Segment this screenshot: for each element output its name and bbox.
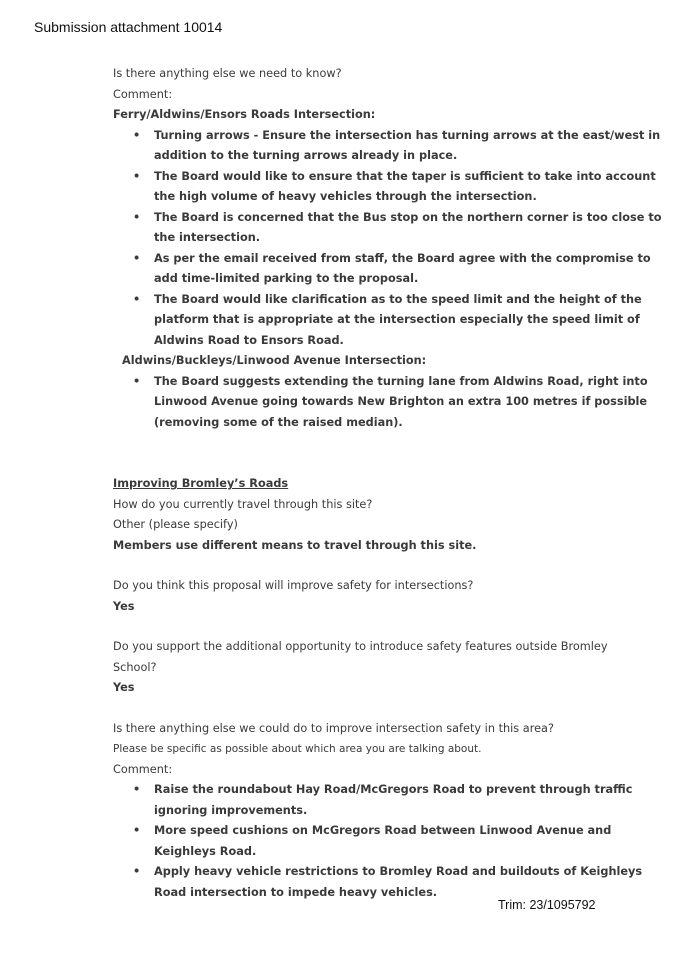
bullet-icon: • bbox=[133, 292, 141, 306]
list-item bbox=[113, 126, 661, 167]
list-item-line: Raise the roundabout Hay Road/McGregors Road to prevent through traffic bbox=[154, 783, 633, 796]
list-item-line: the intersection. bbox=[154, 231, 261, 244]
list-item-line: The Board would like clarification as to the speed limit and the height of the bbox=[154, 292, 642, 306]
bullet-icon: • bbox=[133, 824, 141, 837]
question-text: How do you currently travel through this site? bbox=[113, 497, 373, 511]
list-item bbox=[113, 780, 633, 821]
comment-label: Comment: bbox=[113, 762, 173, 776]
list-item bbox=[113, 167, 656, 208]
list-item bbox=[113, 208, 662, 249]
list-item-line: The Board is concerned that the Bus stop on the northern corner is too close to bbox=[154, 210, 662, 224]
bullet-icon: • bbox=[133, 783, 141, 796]
list-item bbox=[113, 862, 643, 903]
list-item-line: The Board suggests extending the turning lane from Aldwins Road, right into bbox=[154, 374, 648, 388]
improvement-comments-list bbox=[113, 780, 643, 903]
list-item-line: ignoring improvements. bbox=[154, 803, 308, 817]
list-item-line: More speed cushions on McGregors Road between Linwood Avenue and bbox=[154, 824, 612, 837]
list-item-line: (removing some of the raised median). bbox=[154, 415, 403, 429]
list-item-line: As per the email received from staff, the Board agree with the compromise to bbox=[154, 251, 651, 265]
bullet-icon: • bbox=[133, 128, 141, 142]
answer-text: Yes bbox=[113, 681, 135, 694]
bullet-icon: • bbox=[133, 251, 141, 265]
trim-reference: Trim: 23/1095792 bbox=[498, 898, 596, 912]
answer-text: Yes bbox=[113, 599, 135, 613]
list-item-line: platform that is appropriate at the intersection especially the speed limit of bbox=[154, 313, 640, 326]
question-text: Do you support the additional opportunity to introduce safety features outside Bromley bbox=[113, 640, 608, 653]
list-item-line: Keighleys Road. bbox=[154, 844, 257, 858]
list-item bbox=[113, 372, 648, 434]
question-hint: Please be specific as possible about which area you are talking about. bbox=[113, 743, 482, 755]
list-item-line: Road intersection to impede heavy vehicles. bbox=[154, 885, 438, 899]
list-item-line: the high volume of heavy vehicles through the intersection. bbox=[154, 190, 537, 203]
list-item-line: Turning arrows - Ensure the intersection has turning arrows at the east/west in bbox=[154, 128, 661, 142]
bullet-icon: • bbox=[133, 374, 141, 388]
selected-option: Other (please specify) bbox=[113, 518, 238, 531]
list-item-line: Aldwins Road to Ensors Road. bbox=[154, 333, 344, 347]
board-suggestions-list bbox=[113, 372, 648, 434]
question-text: School? bbox=[113, 660, 157, 674]
board-comments-list bbox=[113, 126, 662, 352]
intersection-subheading: Aldwins/Buckleys/Linwood Avenue Intersection: bbox=[122, 354, 427, 367]
list-item-line: Apply heavy vehicle restrictions to Bromley Road and buildouts of Keighleys bbox=[154, 865, 643, 878]
question-text: Do you think this proposal will improve safety for intersections? bbox=[113, 579, 474, 592]
list-item bbox=[113, 290, 642, 352]
intersection-heading: Ferry/Aldwins/Ensors Roads Intersection: bbox=[113, 108, 376, 121]
bullet-icon: • bbox=[133, 210, 141, 224]
list-item bbox=[113, 821, 613, 862]
list-item-line: The Board would like to ensure that the taper is sufficient to take into account bbox=[154, 169, 656, 183]
list-item-line: add time-limited parking to the proposal. bbox=[154, 272, 419, 285]
bullet-icon: • bbox=[133, 865, 141, 878]
question-text: Is there anything else we need to know? bbox=[113, 67, 342, 80]
document-body bbox=[113, 64, 662, 903]
question-text: Is there anything else we could do to improve intersection safety in this area? bbox=[113, 721, 554, 735]
list-item-line: addition to the turning arrows already in place. bbox=[154, 149, 458, 162]
answer-text: Members use different means to travel through this site. bbox=[113, 538, 477, 552]
section-title: Improving Bromley’s Roads bbox=[113, 477, 289, 490]
page-header-title: Submission attachment 10014 bbox=[34, 19, 223, 35]
list-item-line: Linwood Avenue going towards New Brighton an extra 100 metres if possible bbox=[154, 395, 648, 408]
list-item bbox=[113, 249, 651, 290]
comment-label: Comment: bbox=[113, 87, 173, 101]
bullet-icon: • bbox=[133, 169, 141, 183]
